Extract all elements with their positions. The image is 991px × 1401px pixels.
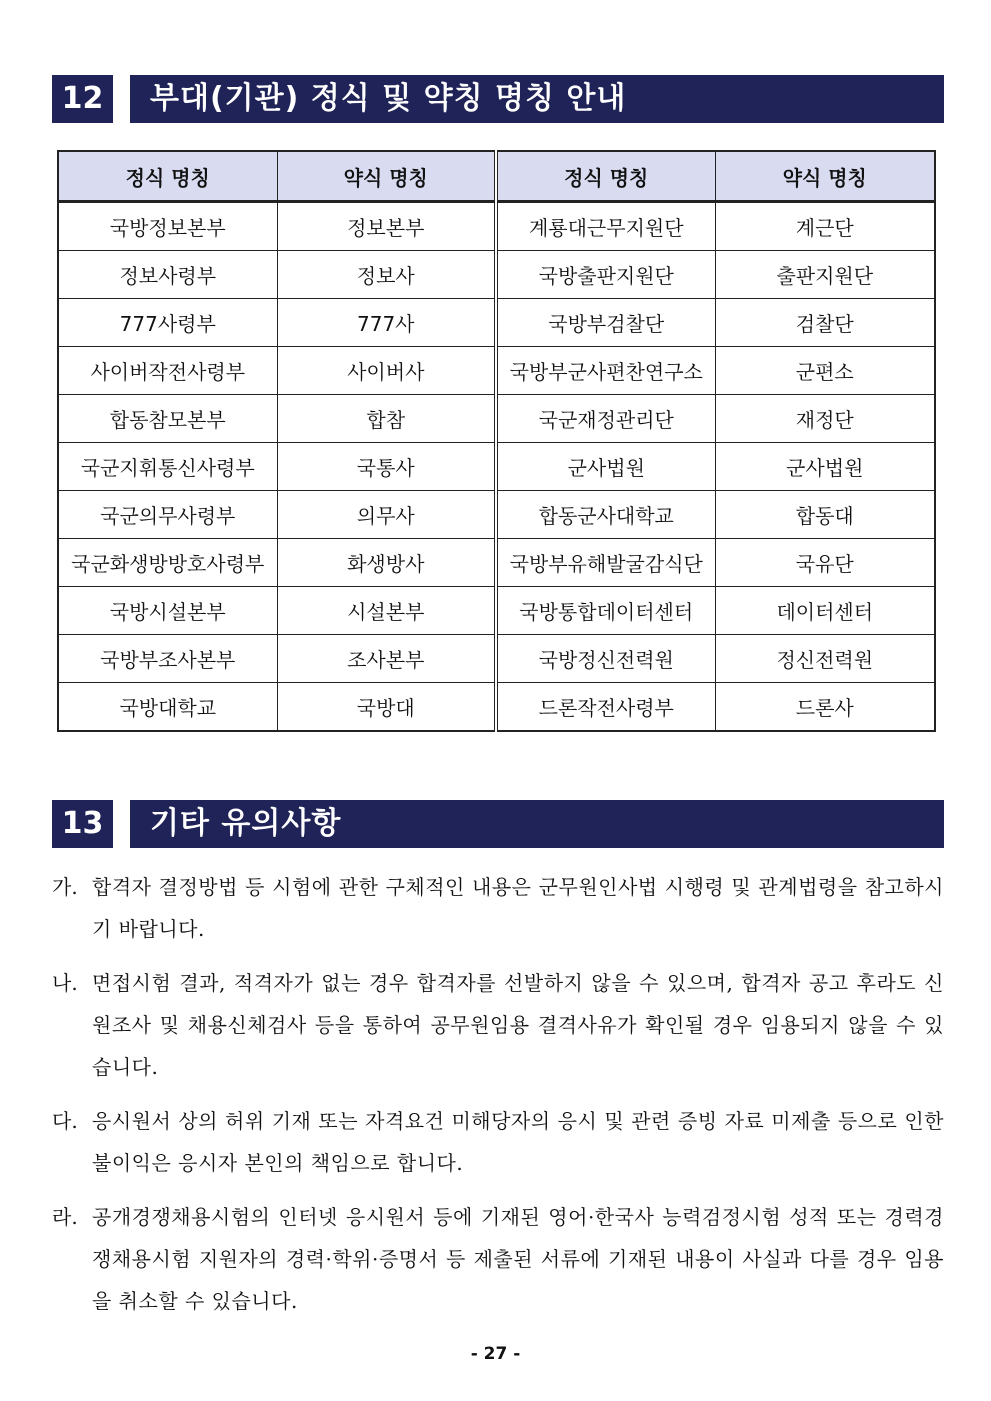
note-marker: 나. — [52, 971, 78, 995]
note-item — [52, 1196, 944, 1322]
header-short-name: 약식 명칭 — [715, 151, 935, 202]
short-name-cell: 사이버사 — [277, 347, 496, 395]
short-name-cell: 정신전력원 — [715, 635, 935, 683]
note-item — [52, 1100, 944, 1184]
header-formal-name: 정식 명칭 — [58, 151, 277, 202]
header-short-name: 약식 명칭 — [277, 151, 496, 202]
formal-name-cell: 국군재정관리단 — [496, 395, 715, 443]
note-item — [52, 962, 944, 1088]
page-number: - 27 - — [470, 1344, 521, 1364]
formal-name-cell: 국군의무사령부 — [58, 491, 277, 539]
note-item — [52, 866, 944, 950]
formal-name-cell: 국군지휘통신사령부 — [58, 443, 277, 491]
formal-name-cell: 합동참모본부 — [58, 395, 277, 443]
formal-name-cell: 사이버작전사령부 — [58, 347, 277, 395]
short-name-cell: 국통사 — [277, 443, 496, 491]
short-name-cell: 군편소 — [715, 347, 935, 395]
table-row — [58, 443, 935, 491]
note-marker: 다. — [52, 1109, 78, 1133]
short-name-cell: 출판지원단 — [715, 251, 935, 299]
formal-name-cell: 국방통합데이터센터 — [496, 587, 715, 635]
section-13-title: 기타 유의사항 — [130, 800, 944, 848]
short-name-cell: 군사법원 — [715, 443, 935, 491]
short-name-cell: 정보사 — [277, 251, 496, 299]
table-header-row — [58, 151, 935, 202]
formal-name-cell: 국방대학교 — [58, 683, 277, 732]
note-text: 공개경쟁채용시험의 인터넷 응시원서 등에 기재된 영어·한국사 능력검정시험 성적 또는 경력경쟁채용시험 지원자의 경력·학위·증명서 등 제출된 서류에 기재된 내용이 사실과 다를 경우 임용을 취소할 수 있습니다. — [92, 1205, 944, 1313]
header-formal-name: 정식 명칭 — [496, 151, 715, 202]
formal-name-cell: 국방시설본부 — [58, 587, 277, 635]
section-13-header — [52, 800, 944, 848]
table-row — [58, 683, 935, 732]
short-name-cell: 합참 — [277, 395, 496, 443]
formal-name-cell: 국방부유해발굴감식단 — [496, 539, 715, 587]
note-text: 면접시험 결과, 적격자가 없는 경우 합격자를 선발하지 않을 수 있으며, 합격자 공고 후라도 신원조사 및 채용신체검사 등을 통하여 공무원임용 결격사유가 확인될 경우 임용되지 않을 수 있습니다. — [92, 971, 944, 1079]
formal-name-cell: 국방부조사본부 — [58, 635, 277, 683]
table-row — [58, 587, 935, 635]
notes-list — [52, 866, 944, 1334]
short-name-cell: 합동대 — [715, 491, 935, 539]
short-name-cell: 국유단 — [715, 539, 935, 587]
table-row — [58, 539, 935, 587]
formal-name-cell: 정보사령부 — [58, 251, 277, 299]
section-12-title: 부대(기관) 정식 및 약칭 명칭 안내 — [130, 75, 944, 123]
short-name-cell: 조사본부 — [277, 635, 496, 683]
formal-name-cell: 드론작전사령부 — [496, 683, 715, 732]
formal-name-cell: 국방부군사편찬연구소 — [496, 347, 715, 395]
formal-name-cell: 777사령부 — [58, 299, 277, 347]
section-12-header — [52, 75, 944, 123]
formal-name-cell: 군사법원 — [496, 443, 715, 491]
formal-name-cell: 국방정보본부 — [58, 202, 277, 251]
formal-name-cell: 계룡대근무지원단 — [496, 202, 715, 251]
formal-name-cell: 국군화생방방호사령부 — [58, 539, 277, 587]
short-name-cell: 재정단 — [715, 395, 935, 443]
table-row — [58, 251, 935, 299]
table-row — [58, 202, 935, 251]
section-12-number: 12 — [52, 75, 113, 123]
formal-name-cell: 국방정신전력원 — [496, 635, 715, 683]
short-name-cell: 777사 — [277, 299, 496, 347]
section-13-number: 13 — [52, 800, 113, 848]
formal-name-cell: 국방출판지원단 — [496, 251, 715, 299]
short-name-cell: 화생방사 — [277, 539, 496, 587]
note-text: 합격자 결정방법 등 시험에 관한 구체적인 내용은 군무원인사법 시행령 및 관계법령을 참고하시기 바랍니다. — [92, 875, 944, 941]
short-name-cell: 시설본부 — [277, 587, 496, 635]
short-name-cell: 국방대 — [277, 683, 496, 732]
short-name-cell: 계근단 — [715, 202, 935, 251]
note-marker: 가. — [52, 875, 78, 899]
table-row — [58, 635, 935, 683]
table-row — [58, 491, 935, 539]
note-text: 응시원서 상의 허위 기재 또는 자격요건 미해당자의 응시 및 관련 증빙 자료 미제출 등으로 인한 불이익은 응시자 본인의 책임으로 합니다. — [92, 1109, 944, 1175]
table-row — [58, 395, 935, 443]
short-name-cell: 의무사 — [277, 491, 496, 539]
table-row — [58, 299, 935, 347]
unit-names-table — [57, 150, 936, 732]
short-name-cell: 드론사 — [715, 683, 935, 732]
note-marker: 라. — [52, 1205, 78, 1229]
formal-name-cell: 합동군사대학교 — [496, 491, 715, 539]
short-name-cell: 데이터센터 — [715, 587, 935, 635]
formal-name-cell: 국방부검찰단 — [496, 299, 715, 347]
short-name-cell: 정보본부 — [277, 202, 496, 251]
table-row — [58, 347, 935, 395]
short-name-cell: 검찰단 — [715, 299, 935, 347]
